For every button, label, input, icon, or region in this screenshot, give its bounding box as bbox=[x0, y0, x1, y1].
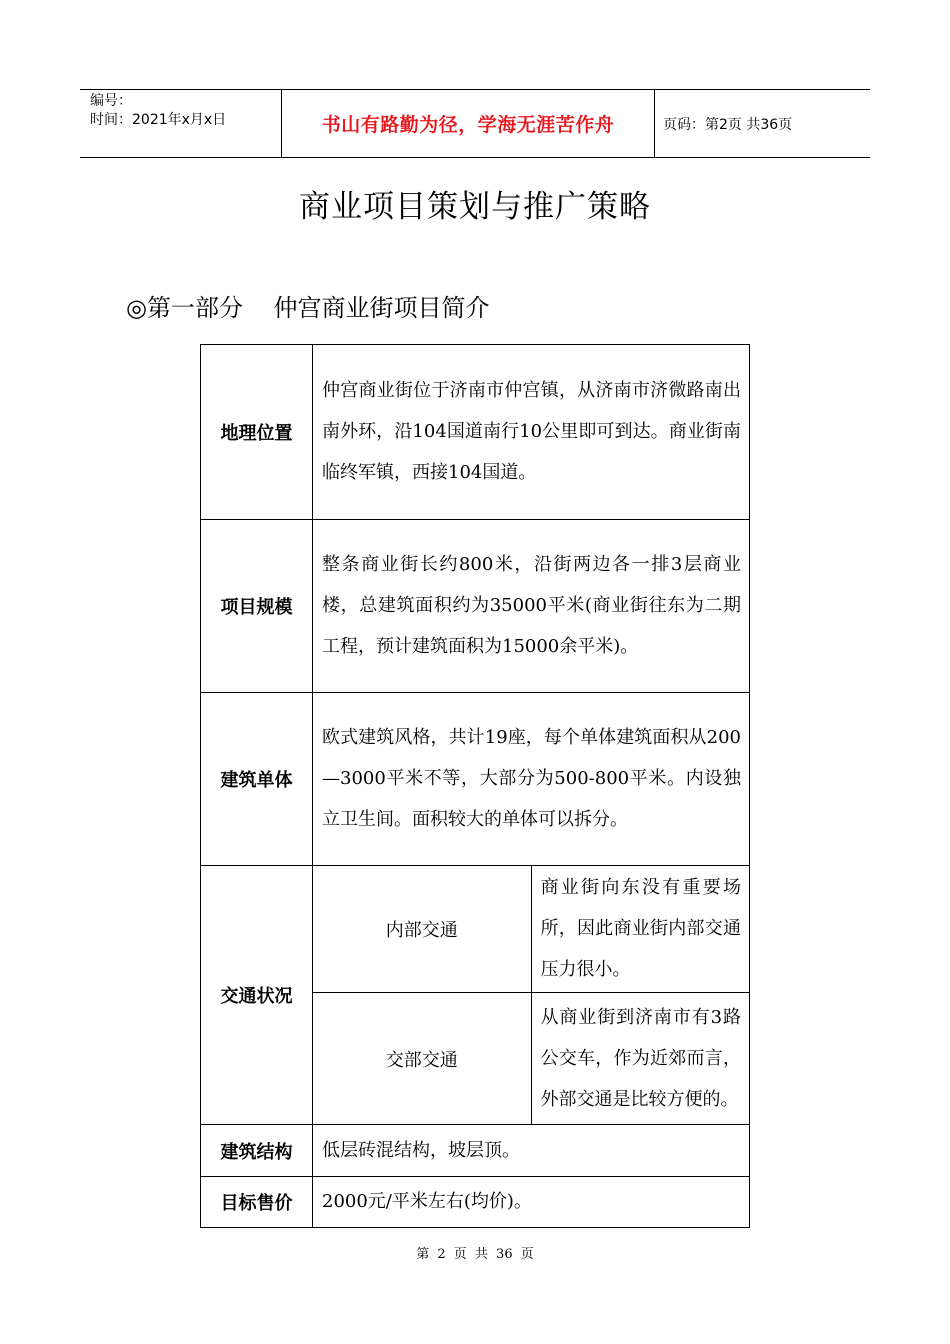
row-content: 2000元/平米左右(均价)。 bbox=[313, 1177, 750, 1228]
row-label: 地理位置 bbox=[201, 345, 313, 520]
row-content: 欧式建筑风格，共计19座，每个单体建筑面积从200—3000平米不等，大部分为500-800平米。内设独立卫生间。面积较大的单体可以拆分。 bbox=[313, 693, 750, 866]
section-heading: ◎第一部分 仲宫商业街项目简介 bbox=[126, 294, 490, 322]
row-label: 目标售价 bbox=[201, 1177, 313, 1228]
row-content: 仲宫商业街位于济南市仲宫镇，从济南市济微路南出南外环，沿104国道南行10公里即可到达。商业街南临终军镇，西接104国道。 bbox=[313, 345, 750, 520]
row-label: 交通状况 bbox=[201, 866, 313, 1125]
row-content: 低层砖混结构，坡层顶。 bbox=[313, 1125, 750, 1177]
table-row bbox=[201, 520, 750, 693]
page-header bbox=[80, 89, 870, 158]
row-label: 建筑结构 bbox=[201, 1125, 313, 1177]
row-label: 项目规模 bbox=[201, 520, 313, 693]
sub-label: 内部交通 bbox=[313, 866, 532, 993]
header-time: 时间：2021年x月x日 bbox=[90, 112, 227, 128]
sub-label: 交部交通 bbox=[313, 993, 532, 1125]
header-motto: 书山有路勤为径，学海无涯苦作舟 bbox=[282, 90, 655, 157]
sub-content: 商业街向东没有重要场所，因此商业街内部交通压力很小。 bbox=[531, 866, 750, 993]
table-row bbox=[201, 866, 750, 993]
project-info-table bbox=[200, 344, 750, 1228]
header-number: 编号： bbox=[90, 93, 132, 109]
header-page-info: 页码：第2页 共36页 bbox=[663, 116, 793, 133]
sub-content: 从商业街到济南市有3路公交车，作为近郊而言，外部交通是比较方便的。 bbox=[531, 993, 750, 1125]
table-row bbox=[201, 693, 750, 866]
row-content: 整条商业街长约800米，沿街两边各一排3层商业楼，总建筑面积约为35000平米(商业街往东为二期工程，预计建筑面积为15000余平米)。 bbox=[313, 520, 750, 693]
document-title: 商业项目策划与推广策略 bbox=[299, 189, 651, 225]
table-row bbox=[201, 345, 750, 520]
table-row bbox=[201, 1125, 750, 1177]
header-meta bbox=[80, 90, 282, 157]
page-footer: 第 2 页 共 36 页 bbox=[416, 1247, 534, 1262]
table-row bbox=[201, 1177, 750, 1228]
row-label: 建筑单体 bbox=[201, 693, 313, 866]
